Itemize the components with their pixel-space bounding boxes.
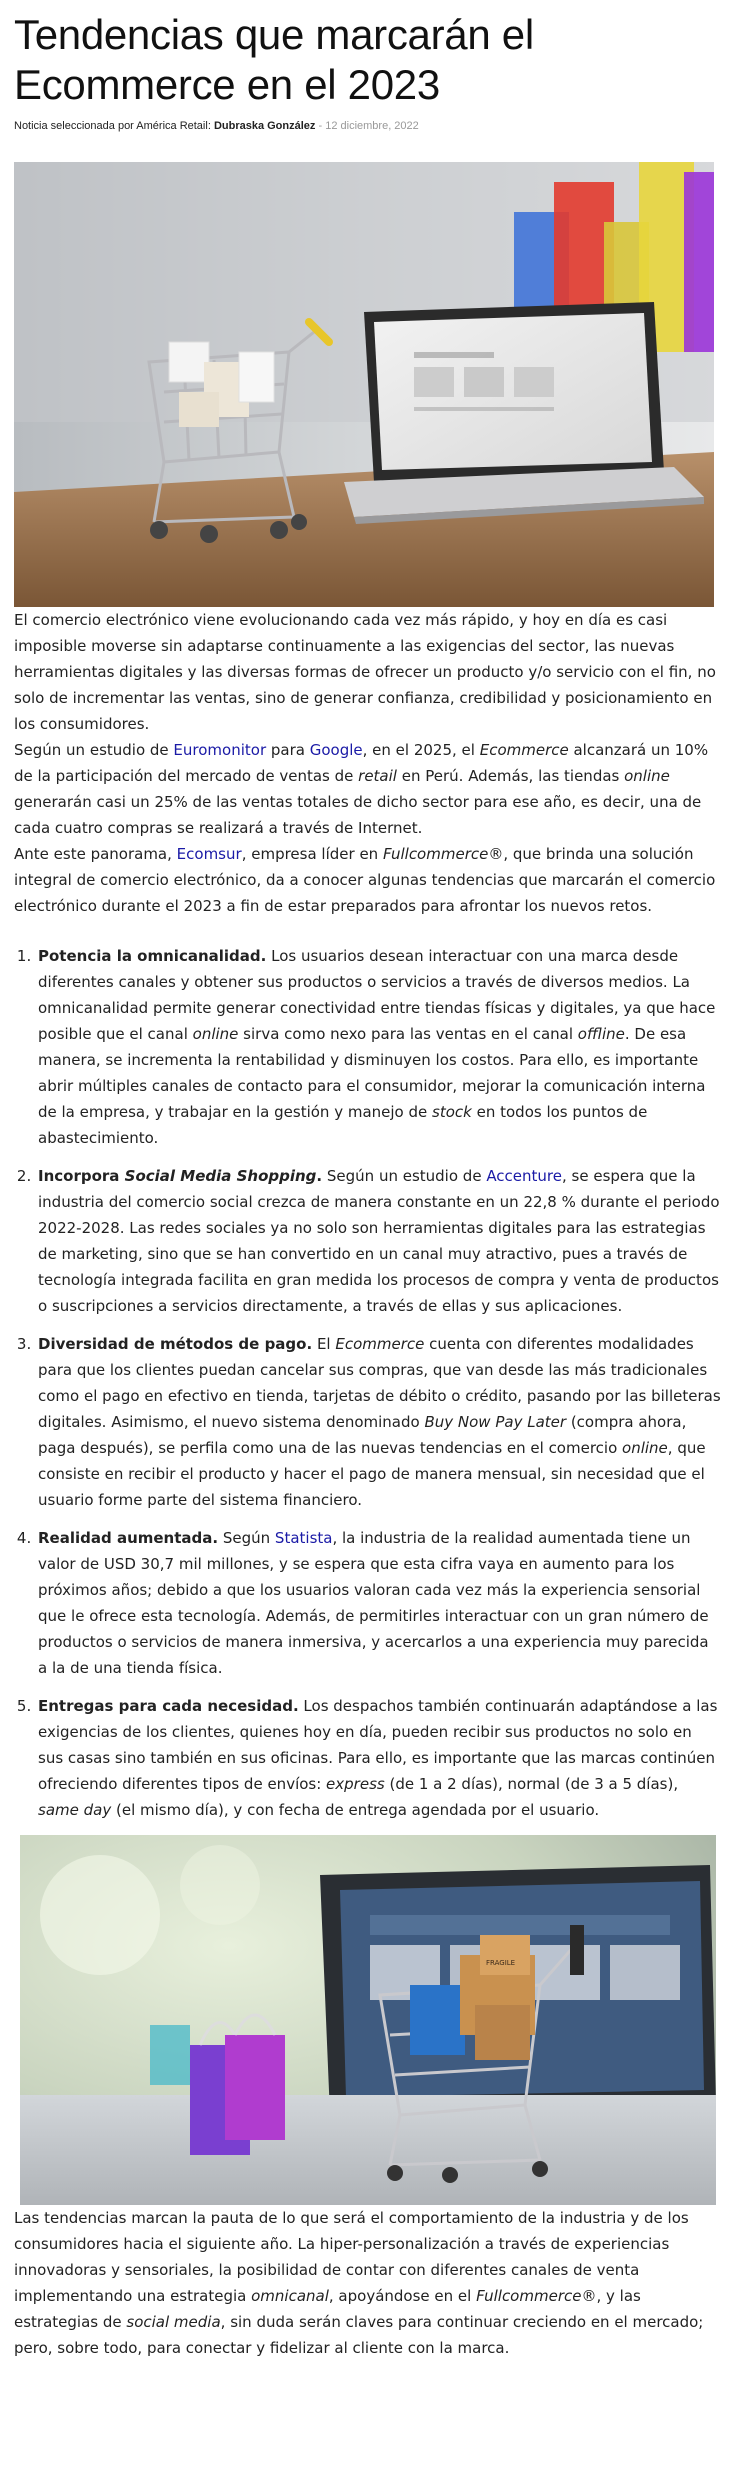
study-paragraph: Según un estudio de Euromonitor para Google, en el 2025, el Ecommerce alcanzará un 10% de la participación del mercado de ventas de retail en Perú. Además, las tiendas online generarán casi un 25% de las ventas totales de dicho sector para ese año, es decir, una de cada cuatro compras se realizará a través de Internet. [14,741,709,837]
trend-item-social-media: 2. Incorpora Social Media Shopping. Según un estudio de Accenture, se espera que la industria del comercio social crezca de manera constante en un 22,8 % durante el periodo 2022-2028. Las redes sociales ya no solo son herramientas digitales para las estrategias de marketing, sino que se han convertido en un canal muy atractivo, pues a través de tecnología integrada facilita en gran medida los procesos de compra y venta de productos o suscripciones a servicios directamente, a través de ellas y sus aplicaciones. [36,1163,721,1319]
cart-boxes-photo [20,1835,716,2205]
article-conclusion [14,2205,721,2361]
conclusion-paragraph: Las tendencias marcan la pauta de lo que será el comportamiento de la industria y de los consumidores hacia el siguiente año. La hiper-personalización a través de experiencias innovadoras y sensoriales, la posibilidad de contar con diferentes canales de venta implementando una estrategia omnicanal, apoyándose en el Fullcommerce®, y las estrategias de social media, sin duda serán claves para continuar creciendo en el mercado; pero, sobre todo, para conectar y fidelizar al cliente con la marca. [14,2209,704,2357]
article-body [14,607,721,1823]
ecomsur-link[interactable]: Ecomsur [176,845,242,863]
article-image-2 [20,1835,716,2205]
statista-link[interactable]: Statista [274,1529,333,1547]
cart-laptop-photo [14,162,714,607]
meta-prefix: Noticia seleccionada por América Retail: [14,120,211,132]
author-link[interactable]: Dubraska González [213,120,316,132]
hero-image [14,162,714,607]
meta-separator: - [318,120,323,132]
trend-item-realidad-aumentada: 4. Realidad aumentada. Según Statista, la industria de la realidad aumentada tiene un valor de USD 30,7 mil millones, y se espera que esta cifra vaya en aumento para los próximos años; debido a que los usuarios valoran cada vez más la experiencia sensorial que le ofrece esta tecnología. Además, de permitirles interactuar con un gran número de productos o servicios de manera inmersiva, y acercarlos a una experiencia muy parecida a la de una tienda física. [36,1525,721,1681]
google-link[interactable]: Google [309,741,363,759]
trend-item-pagos: 3. Diversidad de métodos de pago. El Ecommerce cuenta con diferentes modalidades para que los clientes puedan cancelar sus compras, que van desde las más tradicionales como el pago en efectivo en tienda, tarjetas de débito o crédito, pasando por las billeteras digitales. Asimismo, el nuevo sistema denominado Buy Now Pay Later (compra ahora, paga después), se perfila como una de las nuevas tendencias en el comercio online, que consiste en recibir el producto y hacer el pago de manera mensual, sin necesidad que el usuario forme parte del sistema financiero. [36,1331,721,1513]
trend-item-omnicanalidad: 1. Potencia la omnicanalidad. Los usuarios desean interactuar con una marca desde diferentes canales y obtener sus productos o servicios a través de diversos medios. La omnicanalidad permite generar conectividad entre tiendas físicas y digitales, ya que hace posible que el canal online sirva como nexo para las ventas en el canal offline. De esa manera, se incrementa la rentabilidad y disminuyen los costos. Para ello, es importante abrir múltiples canales de contacto para el consumidor, mejorar la comunicación interna de la empresa, y trabajar en la gestión y manejo de stock en todos los puntos de abastecimiento. [36,943,721,1151]
ecomsur-paragraph: Ante este panorama, Ecomsur, empresa líder en Fullcommerce®, que brinda una solución integral de comercio electrónico, da a conocer algunas tendencias que marcarán el comercio electrónico durante el 2023 a fin de estar preparados para afrontar los nuevos retos. [14,845,716,915]
article-title: Tendencias que marcarán el Ecommerce en el 2023 [14,11,534,108]
euromonitor-link[interactable]: Euromonitor [173,741,267,759]
article-meta [14,120,721,132]
accenture-link[interactable]: Accenture [486,1167,562,1185]
fragile-label: FRAGILE [486,1959,516,1967]
article-date: 12 diciembre, 2022 [325,120,419,132]
intro-paragraph: El comercio electrónico viene evolucionando cada vez más rápido, y hoy en día es casi imposible moverse sin adaptarse continuamente a las exigencias del sector, las nuevas herramientas digitales y las diversas formas de ofrecer un producto y/o servicio con el fin, no solo de incrementar las ventas, sino de generar confianza, credibilidad y posicionamiento en los consumidores. [14,611,716,733]
trend-item-entregas: 5. Entregas para cada necesidad. Los despachos también continuarán adaptándose a las exigencias de los clientes, quienes hoy en día, pueden recibir sus productos no solo en sus casas sino también en sus oficinas. Para ello, es importante que las marcas continúen ofreciendo diferentes tipos de envíos: express (de 1 a 2 días), normal (de 3 a 5 días), same day (el mismo día), y con fecha de entrega agendada por el usuario. [36,1693,721,1823]
trends-list [14,943,721,1823]
